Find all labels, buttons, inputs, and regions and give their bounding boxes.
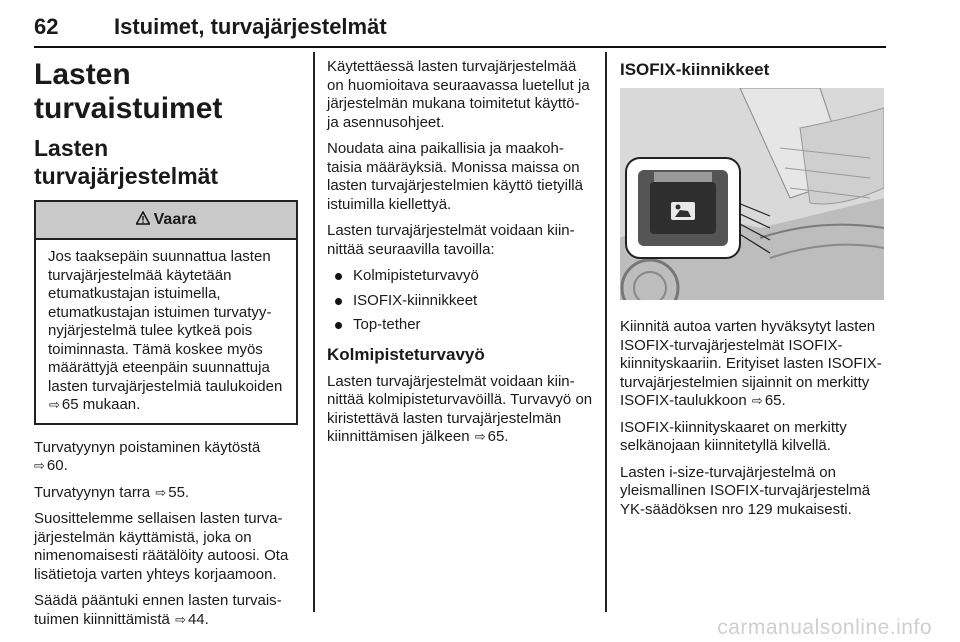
watermark: carmanualsonline.info (717, 616, 932, 639)
paragraph-text: Lasten turvajärjestelmät voidaan kiinnittää kolmipisteturvavöillä. Turvavyö on kiristettävä lasten turvajärjestelmän kiinnittämisen jälkeen (327, 372, 593, 445)
page-reference-icon: ⇨ (34, 458, 45, 473)
paragraph-instructions: Käytettäessä lasten turvajärjestelmää on huomioitava seuraavassa luetellut ja järjestelmän mukana toimitetut käyttö- ja asennusohjeet. (327, 58, 590, 131)
warning-header (36, 202, 296, 240)
paragraph-mounting-methods: Lasten turvajärjestelmät voidaan kiinnittää seuraavilla tavoilla: (327, 222, 575, 258)
paragraph-regulations: Noudata aina paikallisia ja maakohtaisia määräyksiä. Monissa maissa on lasten turvajärjestelmien käyttö tietyillä istuimilla kiellettyä. (327, 140, 583, 213)
section-subtitle: Lasten turvajärjestelmät (34, 135, 219, 189)
list-item (327, 292, 593, 311)
paragraph-three-point-belt (327, 373, 593, 447)
page-header (34, 10, 886, 48)
paragraph-text: Turvatyynyn tarra (34, 483, 151, 501)
list-item-label: Kolmipisteturvavyö (353, 267, 479, 284)
paragraph-recommendation: Suosittelemme sellaisen lasten turvajärjestelmän käyttämistä, joka on nimenomaisesti räätälöity autoosi. Ota lisätietoja varten yhteys korjaamoon. (34, 510, 289, 583)
paragraph-airbag-label (34, 484, 298, 503)
isofix-symbol-icon (671, 202, 695, 220)
page-ref[interactable]: 65. (764, 392, 786, 409)
paragraph-text: Turvatyynyn poistaminen käytöstä (34, 438, 261, 456)
warning-body-tail: mukaan. (82, 396, 141, 413)
bullet-icon (335, 322, 342, 329)
page-ref[interactable]: 60. (46, 457, 68, 474)
paragraph-isofix-mounting (620, 318, 886, 411)
page-reference-icon: ⇨ (751, 393, 763, 408)
warning-text (36, 240, 296, 423)
mounting-methods-list (327, 267, 593, 335)
paragraph-headrest (34, 592, 298, 629)
running-title: Istuimet, turvajärjestelmät (114, 14, 387, 39)
page-reference-icon: ⇨ (155, 484, 167, 500)
warning-label: Vaara (153, 211, 197, 228)
warning-box (34, 200, 298, 425)
list-item-label: ISOFIX-kiinnikkeet (353, 291, 478, 309)
paragraph-airbag-deactivation (34, 439, 298, 476)
header-rule (34, 46, 886, 48)
section-title: Lasten turvaistuimet (34, 58, 223, 125)
column-divider-2 (605, 52, 607, 612)
subsection-heading-three-point-belt: Kolmipisteturvavyö (327, 344, 485, 364)
isofix-anchor-illustration (620, 88, 884, 300)
subsection-heading-isofix: ISOFIX-kiinnikkeet (620, 60, 770, 79)
page-ref[interactable]: 55. (168, 483, 190, 501)
bullet-icon (335, 298, 342, 305)
column-3 (620, 58, 886, 527)
warning-body-text: Jos taaksepäin suunnattua lasten turvajärjestelmää käytetään etumatkustajan istuimella, etumatkustajan istuimen turvatyynyjärjestelmä tulee kytkeä pois toiminnasta. Tämä koskee myös määrättyjä eteenpäin suunnattuja lasten turvajärjestelmiä taulukoiden (48, 248, 283, 395)
column-1 (34, 58, 298, 637)
column-2 (327, 58, 593, 455)
list-item-label: Top-tether (353, 316, 421, 333)
page-reference-icon: ⇨ (49, 397, 60, 412)
page-number: 62 (34, 14, 59, 39)
list-item (327, 267, 593, 286)
warning-page-ref[interactable]: 65 (61, 396, 79, 413)
paragraph-text: Kiinnitä autoa varten hyväksytyt lasten ISOFIX-turvajärjestelmät ISOFIX-kiinnityskaariin. Erityiset lasten ISOFIX-turvajärjestelmien sijainnit on merkitty ISOFIX-taulukkoon (620, 318, 882, 409)
paragraph-isize: Lasten i-size-turvajärjestelmä on yleismallinen ISOFIX-turvajärjestelmä YK-säädöksen nro 129 mukaisesti. (620, 463, 871, 518)
page-reference-icon: ⇨ (175, 611, 186, 627)
bullet-icon (335, 273, 342, 280)
column-divider-1 (313, 52, 315, 612)
warning-triangle-icon (136, 211, 150, 230)
page-ref[interactable]: 65. (487, 428, 509, 445)
page-ref[interactable]: 44. (187, 610, 209, 628)
list-item (327, 316, 593, 335)
paragraph-isofix-marking: ISOFIX-kiinnityskaaret on merkitty selkänojaan kiinnitetyllä kilvellä. (620, 418, 847, 454)
paragraph-text: Säädä pääntuki ennen lasten turvaistuimen kiinnittämistä (34, 592, 282, 628)
page-reference-icon: ⇨ (474, 429, 486, 444)
